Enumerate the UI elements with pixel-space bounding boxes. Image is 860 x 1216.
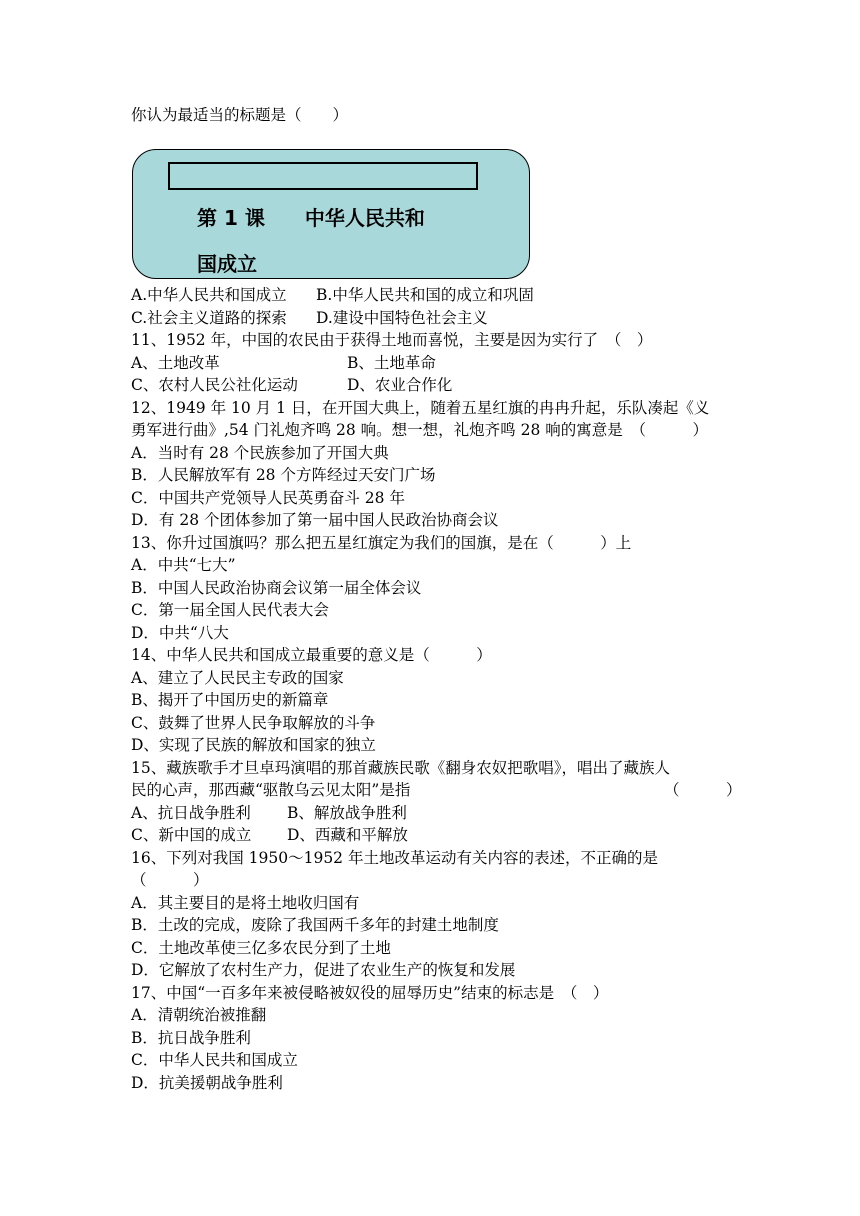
q13-option-c: C．第一届全国人民代表大会: [131, 601, 329, 619]
q17-option-d: D．抗美援朝战争胜利: [131, 1074, 283, 1092]
q11-option-d: D、农业合作化: [347, 376, 453, 394]
intro-question: 你认为最适当的标题是（ ）: [131, 106, 349, 124]
q16-stem-line1: 16、下列对我国 1950～1952 年土地改革运动有关内容的表述，不正确的是: [131, 849, 658, 867]
q14-option-d: D、实现了民族的解放和国家的独立: [131, 736, 376, 754]
q14-option-c: C、鼓舞了世界人民争取解放的斗争: [131, 714, 376, 732]
q10-option-b: B.中华人民共和国的成立和巩固: [316, 286, 534, 304]
q10-option-c: C.社会主义道路的探索: [131, 309, 287, 327]
q11-option-b: B、土地革命: [347, 354, 436, 372]
q17-option-c: C．中华人民共和国成立: [131, 1051, 298, 1069]
q14-stem: 14、中华人民共和国成立最重要的意义是（ ）: [131, 646, 492, 664]
q15-option-b: B、解放战争胜利: [287, 804, 407, 822]
q12-stem-line2: 勇军进行曲》,54 门礼炮齐鸣 28 响。想一想，礼炮齐鸣 28 响的寓意是 （ ）: [131, 421, 708, 439]
q14-option-a: A、建立了人民民主专政的国家: [131, 669, 344, 687]
q15-option-d: D、西藏和平解放: [287, 826, 408, 844]
q15-answer-paren: （ ）: [664, 781, 742, 799]
lesson-title-blank-rect: [168, 162, 478, 190]
q13-option-a: A．中共“七大”: [131, 556, 236, 574]
q10-option-d: D.建设中国特色社会主义: [316, 309, 488, 327]
q12-option-b: B．人民解放军有 28 个方阵经过天安门广场: [131, 466, 436, 484]
q16-stem-line2: （ ）: [131, 871, 209, 889]
q11-stem: 11、1952 年，中国的农民由于获得土地而喜悦，主要是因为实行了 （ ）: [131, 331, 653, 349]
q16-option-c: C．土地改革使三亿多农民分到了土地: [131, 939, 391, 957]
q15-option-a: A、抗日战争胜利: [131, 804, 251, 822]
q12-option-d: D．有 28 个团体参加了第一届中国人民政治协商会议: [131, 511, 499, 529]
q16-option-b: B．土改的完成，废除了我国两千多年的封建土地制度: [131, 916, 499, 934]
q13-option-d: D．中共“八大: [131, 624, 229, 642]
q13-option-b: B．中国人民政治协商会议第一届全体会议: [131, 579, 422, 597]
q15-stem-line2: 民的心声，那西藏“驱散乌云见太阳”是指: [131, 781, 411, 799]
q12-option-c: C．中国共产党领导人民英勇奋斗 28 年: [131, 489, 405, 507]
q11-option-a: A、土地改革: [131, 354, 220, 372]
q17-option-b: B．抗日战争胜利: [131, 1029, 251, 1047]
lesson-title-line1: 第 1 课 中华人民共和: [197, 206, 425, 230]
q14-option-b: B、揭开了中国历史的新篇章: [131, 691, 329, 709]
q15-stem-line1: 15、藏族歌手才旦卓玛演唱的那首藏族民歌《翻身农奴把歌唱》，唱出了藏族人: [131, 759, 670, 777]
q11-option-c: C、农村人民公社化运动: [131, 376, 298, 394]
q17-option-a: A．清朝统治被推翻: [131, 1006, 267, 1024]
q17-stem: 17、中国“一百多年来被侵略被奴役的屈辱历史”结束的标志是 （ ）: [131, 984, 609, 1002]
q13-stem: 13、你升过国旗吗？那么把五星红旗定为我们的国旗，是在（ ）上: [131, 534, 632, 552]
q16-option-d: D．它解放了农村生产力，促进了农业生产的恢复和发展: [131, 961, 516, 979]
q10-option-a: A.中华人民共和国成立: [131, 286, 287, 304]
q12-option-a: A．当时有 28 个民族参加了开国大典: [131, 444, 389, 462]
q12-stem-line1: 12、1949 年 10 月 1 日，在开国大典上，随着五星红旗的冉冉升起，乐队凑起《义: [131, 399, 710, 417]
q15-option-c: C、新中国的成立: [131, 826, 252, 844]
lesson-title-line2: 国成立: [197, 252, 257, 276]
q16-option-a: A．其主要目的是将土地收归国有: [131, 894, 360, 912]
